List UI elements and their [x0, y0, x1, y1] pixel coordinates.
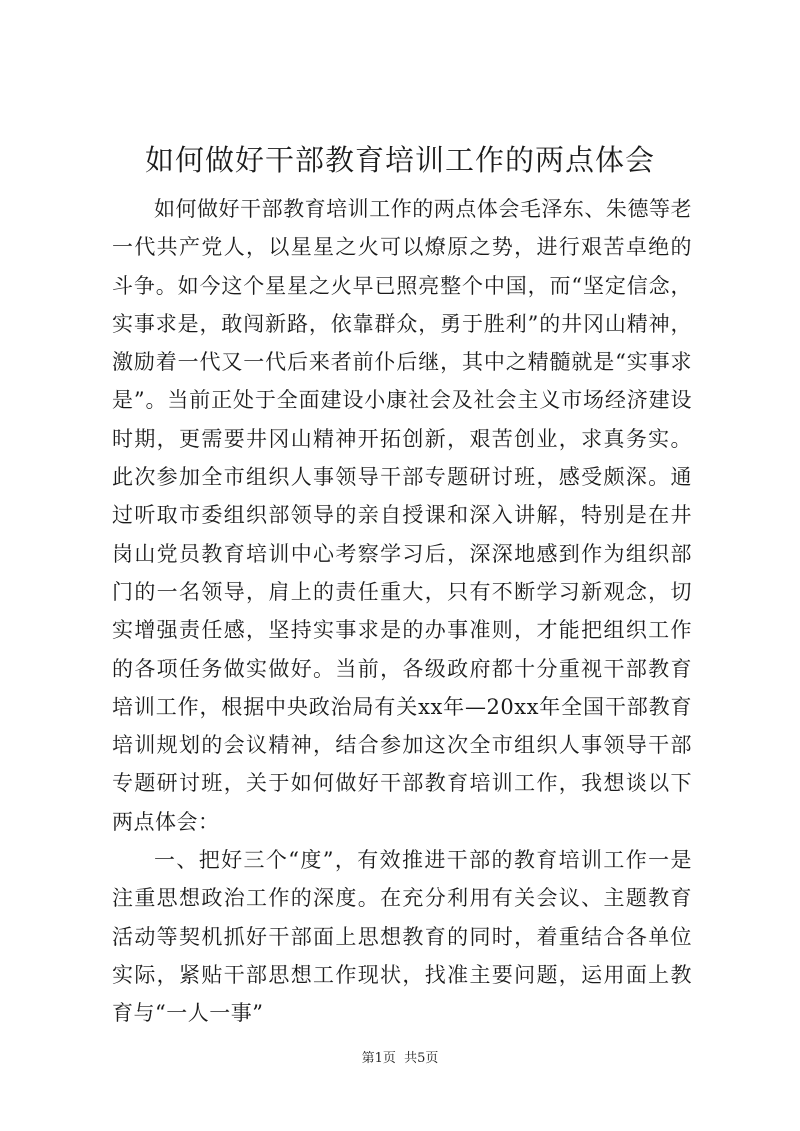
document-title: 如何做好干部教育培训工作的两点体会: [144, 143, 655, 177]
page-total: 共5页: [404, 1051, 439, 1066]
paragraph-section-one: 一、把好三个“度”，有效推进干部的教育培训工作一是注重思想政治工作的深度。在充分利用有关会议、主题教育活动等契机抓好干部面上思想教育的同时，着重结合各单位实际，紧贴干部思想工作现状，找准主要问题，运用面上教育与“一人一事”: [112, 848, 692, 1026]
page-number: 第1页: [361, 1051, 396, 1066]
document-body: [112, 190, 692, 1033]
page-footer: [0, 1047, 800, 1066]
paragraph-intro: 如何做好干部教育培训工作的两点体会毛泽东、朱德等老一代共产党人，以星星之火可以燎原之势，进行艰苦卓绝的斗争。如今这个星星之火早已照亮整个中国，而“坚定信念，实事求是，敢闯新路，依靠群众，勇于胜利”的井冈山精神，激励着一代又一代后来者前仆后继，其中之精髓就是“实事求是”。当前正处于全面建设小康社会及社会主义市场经济建设时期，更需要井冈山精神开拓创新，艰苦创业，求真务实。此次参加全市组织人事领导干部专题研讨班，感受颇深。通过听取市委组织部领导的亲自授课和深入讲解，特别是在井岗山党员教育培训中心考察学习后，深深地感到作为组织部门的一名领导，肩上的责任重大，只有不断学习新观念，切实增强责任感，坚持实事求是的办事准则，才能把组织工作的各项任务做实做好。当前，各级政府都十分重视干部教育培训工作，根据中央政治局有关xx年—20xx年全国干部教育培训规划的会议精神，结合参加这次全市组织人事领导干部专题研讨班，关于如何做好干部教育培训工作，我想谈以下两点体会：: [112, 197, 692, 834]
